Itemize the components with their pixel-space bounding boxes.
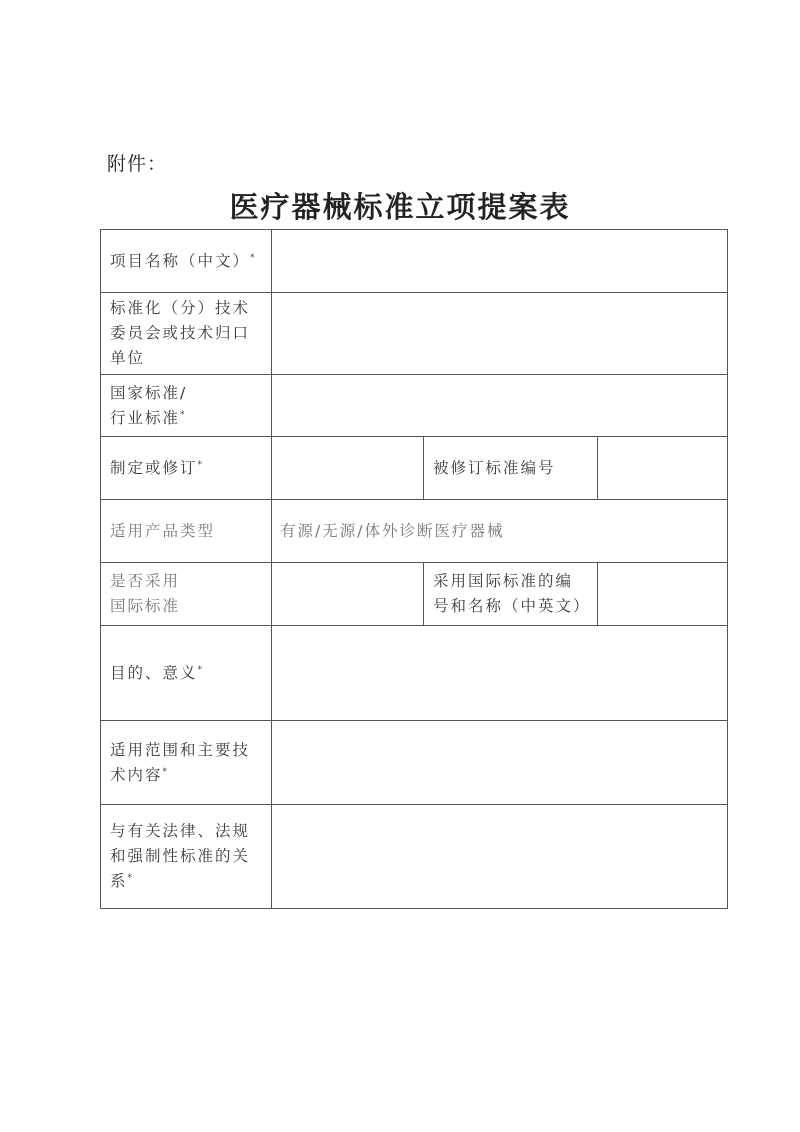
purpose-label: 目的、意义* bbox=[101, 626, 272, 721]
standard-type-field[interactable] bbox=[272, 375, 728, 437]
scope-label: 适用范围和主要技 术内容* bbox=[101, 721, 272, 805]
adopt-intl-label: 是否采用 国际标准 bbox=[101, 563, 272, 626]
row-adopt-intl bbox=[101, 563, 728, 626]
row-purpose bbox=[101, 626, 728, 721]
required-mark: * bbox=[180, 409, 185, 420]
purpose-field[interactable] bbox=[272, 626, 728, 721]
row-relation bbox=[101, 805, 728, 909]
row-revision bbox=[101, 437, 728, 500]
required-mark: * bbox=[197, 664, 203, 675]
row-standard-type bbox=[101, 375, 728, 437]
row-project-name bbox=[101, 230, 728, 293]
form-title: 医疗器械标准立项提案表 bbox=[229, 190, 571, 224]
required-mark: * bbox=[162, 766, 168, 777]
revision-label: 制定或修订* bbox=[101, 437, 272, 500]
relation-field[interactable] bbox=[272, 805, 728, 909]
adopt-intl-field[interactable] bbox=[272, 563, 424, 626]
project-name-label: 项目名称（中文）* bbox=[101, 230, 272, 293]
project-name-field[interactable] bbox=[272, 230, 728, 293]
committee-label: 标准化（分）技术 委员会或技术归口 单位 bbox=[101, 293, 272, 375]
revised-standard-number-field[interactable] bbox=[598, 437, 728, 500]
proposal-form-table bbox=[100, 229, 728, 909]
attachment-label: 附件： bbox=[107, 153, 168, 175]
row-product-type bbox=[101, 500, 728, 563]
row-scope bbox=[101, 721, 728, 805]
relation-label: 与有关法律、法规 和强制性标准的关 系* bbox=[101, 805, 272, 909]
standard-type-label: 国家标准/ 行业标准* bbox=[101, 375, 272, 437]
revised-standard-number-label: 被修订标准编号 bbox=[424, 437, 598, 500]
required-mark: * bbox=[197, 459, 203, 470]
product-type-label: 适用产品类型 bbox=[101, 500, 272, 563]
revision-field[interactable] bbox=[272, 437, 424, 500]
intl-standard-label: 采用国际标准的编 号和名称（中英文） bbox=[424, 563, 598, 626]
required-mark: * bbox=[127, 873, 133, 883]
intl-standard-field[interactable] bbox=[598, 563, 728, 626]
committee-field[interactable] bbox=[272, 293, 728, 375]
required-mark: * bbox=[250, 252, 255, 263]
row-committee bbox=[101, 293, 728, 375]
product-type-field[interactable]: 有源/无源/体外诊断医疗器械 bbox=[272, 500, 728, 563]
scope-field[interactable] bbox=[272, 721, 728, 805]
